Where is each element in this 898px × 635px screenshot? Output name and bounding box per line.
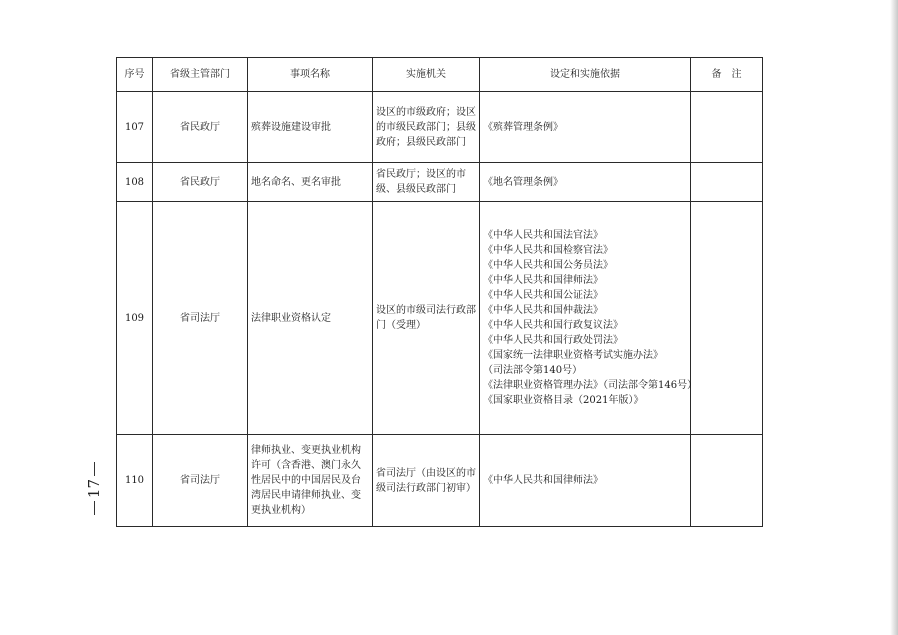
row-department: 省民政厅 [153, 92, 248, 163]
basis-line: 《中华人民共和国仲裁法》 [483, 305, 603, 316]
basis-line: 《中华人民共和国法官法》 [483, 230, 603, 241]
row-basis [480, 92, 691, 163]
scan-edge-shadow [890, 0, 898, 635]
basis-line: 《中华人民共和国行政复议法》 [483, 320, 623, 331]
header-authority: 实施机关 [373, 58, 480, 92]
table-row [117, 163, 763, 202]
basis-line: 《地名管理条例》 [483, 176, 563, 188]
row-item-name: 殡葬设施建设审批 [248, 92, 373, 163]
header-remarks: 备 注 [691, 58, 763, 92]
page-number-dash [94, 501, 95, 515]
row-remarks [691, 92, 763, 163]
basis-line: （司法部令第140号） [483, 365, 583, 376]
row-basis [480, 435, 691, 527]
row-department: 省民政厅 [153, 163, 248, 202]
row-authority: 省司法厅（由设区的市级司法行政部门初审） [373, 435, 480, 527]
row-authority: 设区的市级司法行政部门（受理） [373, 202, 480, 435]
table-row [117, 92, 763, 163]
row-authority: 设区的市级政府；设区的市级民政部门；县级政府；县级民政部门 [373, 92, 480, 163]
table-row [117, 202, 763, 435]
header-department: 省级主管部门 [153, 58, 248, 92]
page-number-text: 17 [85, 479, 103, 499]
basis-line: 《中华人民共和国公务员法》 [483, 260, 613, 271]
row-basis [480, 163, 691, 202]
basis-line: 《国家职业资格目录（2021年版）》 [483, 395, 644, 406]
row-basis [480, 202, 698, 435]
basis-line: 《中华人民共和国检察官法》 [483, 245, 613, 256]
basis-line: 《中华人民共和国公证法》 [483, 290, 603, 301]
administrative-items-table [116, 57, 763, 527]
row-department: 省司法厅 [153, 435, 248, 527]
row-authority: 省民政厅；设区的市级、县级民政部门 [373, 163, 480, 202]
row-remarks [691, 435, 763, 527]
header-basis: 设定和实施依据 [480, 58, 691, 92]
header-serial: 序号 [117, 58, 153, 92]
basis-line: 《殡葬管理条例》 [483, 121, 563, 133]
basis-line: 《中华人民共和国行政处罚法》 [483, 335, 623, 346]
page-number-dash [94, 462, 95, 476]
header-item-name: 事项名称 [248, 58, 373, 92]
row-remarks [691, 163, 763, 202]
page-number [84, 462, 104, 522]
row-serial: 108 [117, 163, 153, 202]
row-item-name: 法律职业资格认定 [248, 202, 373, 435]
row-serial: 109 [117, 202, 153, 435]
table-row [117, 435, 763, 527]
row-item-name: 律师执业、变更执业机构许可（含香港、澳门永久性居民中的中国居民及台湾居民申请律师执业、变更执业机构） [248, 435, 373, 527]
row-item-name: 地名命名、更名审批 [248, 163, 373, 202]
row-serial: 107 [117, 92, 153, 163]
basis-line: 《法律职业资格管理办法》（司法部令第146号） [483, 380, 698, 391]
row-serial: 110 [117, 435, 153, 527]
row-department: 省司法厅 [153, 202, 248, 435]
basis-line: 《中华人民共和国律师法》 [483, 475, 603, 486]
table-header-row [117, 58, 763, 92]
row-remarks [691, 202, 763, 435]
basis-line: 《国家统一法律职业资格考试实施办法》 [483, 350, 663, 361]
basis-line: 《中华人民共和国律师法》 [483, 275, 603, 286]
